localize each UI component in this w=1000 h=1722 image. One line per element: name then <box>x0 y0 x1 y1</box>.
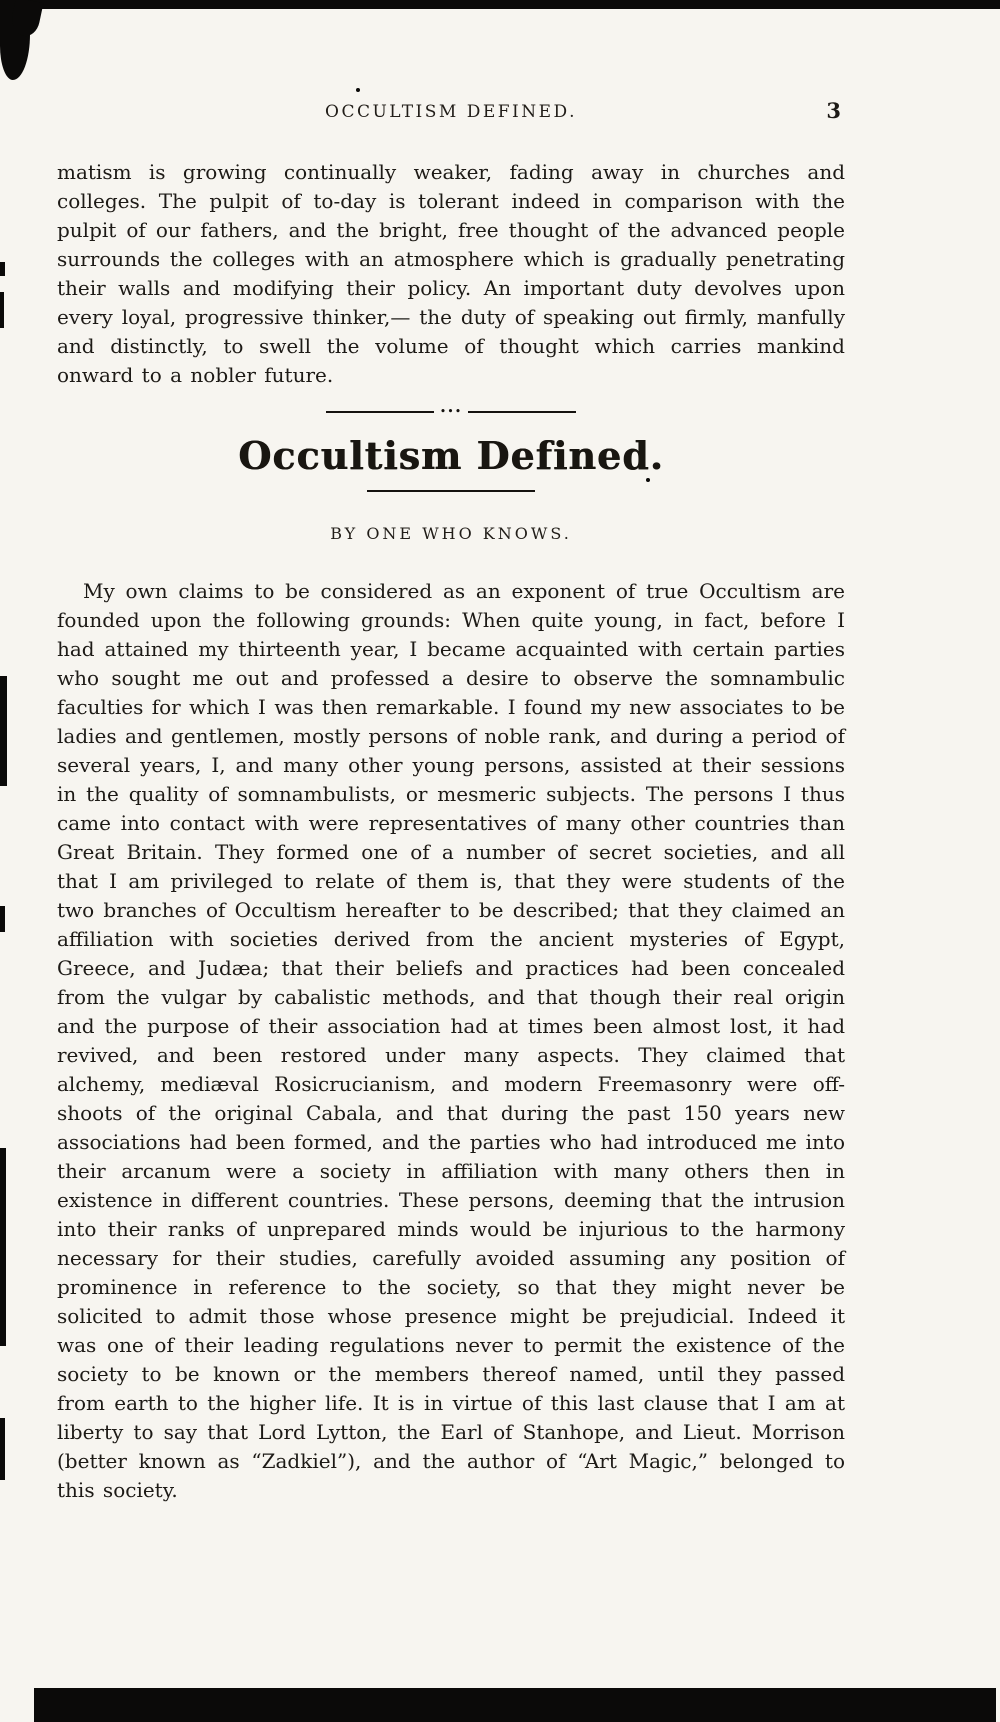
scan-left-edge-mark <box>0 1418 5 1480</box>
page-number: 3 <box>826 98 841 123</box>
scan-left-edge-mark <box>0 676 7 786</box>
section-title: Occultism Defined. <box>238 433 664 478</box>
scan-left-edge-mark <box>0 1148 6 1346</box>
scan-left-edge-mark <box>0 292 4 328</box>
section-divider <box>326 406 576 417</box>
byline: BY ONE WHO KNOWS. <box>330 524 572 543</box>
scan-left-edge-mark <box>0 262 5 276</box>
scan-left-edge-mark <box>0 906 5 932</box>
continuation-paragraph: matism is growing continually weaker, fading away in churches and colleges. The pulpit of to-day is tolerant indeed in comparison with the pulpit of our fathers, and the bright, free thought of the advanced people surrounds the colleges with an atmosphere which is gradually penetrating their walls and modifying their policy. An important duty devolves upon every loyal, progressive thinker,— the duty of speaking out firmly, manfully and distinctly, to swell the volume of thought which carries mankind onward to a nobler future. <box>57 160 845 387</box>
page-header <box>57 98 845 128</box>
divider-ornament-icon: ••• <box>439 405 463 418</box>
scan-speck <box>356 88 360 92</box>
title-underline-rule <box>367 490 535 492</box>
body-paragraph: My own claims to be considered as an exponent of true Occultism are founded upon the following grounds: When quite young, in fact, before I had attained my thirteenth year, I became acquainted with certain parties who sought me out and professed a desire to observe the somnambulic faculties for which I was then remarkable. I found my new associates to be ladies and gentlemen, mostly persons of noble rank, and during a period of several years, I, and many other young persons, assisted at their sessions in the quality of somnambulists, or mesmeric subjects. The persons I thus came into contact with were representatives of many other countries than Great Britain. They formed one of a number of secret societies, and all that I am privileged to relate of them is, that they were students of the two branches of Occultism hereafter to be described; that they claimed an affiliation with societies derived from the ancient mysteries of Egypt, Greece, and Judæa; that their beliefs and practices had been concealed from the vulgar by cabalistic methods, and that though their real origin and the purpose of their association had at times been almost lost, it had revived, and been restored under many aspects. They claimed that alchemy, mediæval Rosicrucianism, and modern Freemasonry were off-shoots of the original Cabala, and that during the past 150 years new associations had been formed, and the parties who had introduced me into their arcanum were a society in affiliation with many others then in existence in different countries. These persons, deeming that the intrusion into their ranks of unprepared minds would be injurious to the harmony necessary for their studies, carefully avoided assuming any position of prominence in reference to the society, so that they might never be solicited to admit those whose presence might be prejudicial. Indeed it was one of their leading regulations never to permit the existence of the society to be known or the members thereof named, until they passed from earth to the higher life. It is in virtue of this last clause that I am at liberty to say that Lord Lytton, the Earl of Stanhope, and Lieut. Morrison (better known as “Zadkiel”), and the author of “Art Magic,” belonged to this society. <box>57 579 845 1502</box>
scan-edge-bottom <box>34 1688 996 1722</box>
divider-rule-left <box>326 411 434 413</box>
scan-edge-top <box>22 0 1000 9</box>
running-title: OCCULTISM DEFINED. <box>325 102 577 122</box>
page-body <box>57 98 845 1505</box>
divider-rule-right <box>468 411 576 413</box>
